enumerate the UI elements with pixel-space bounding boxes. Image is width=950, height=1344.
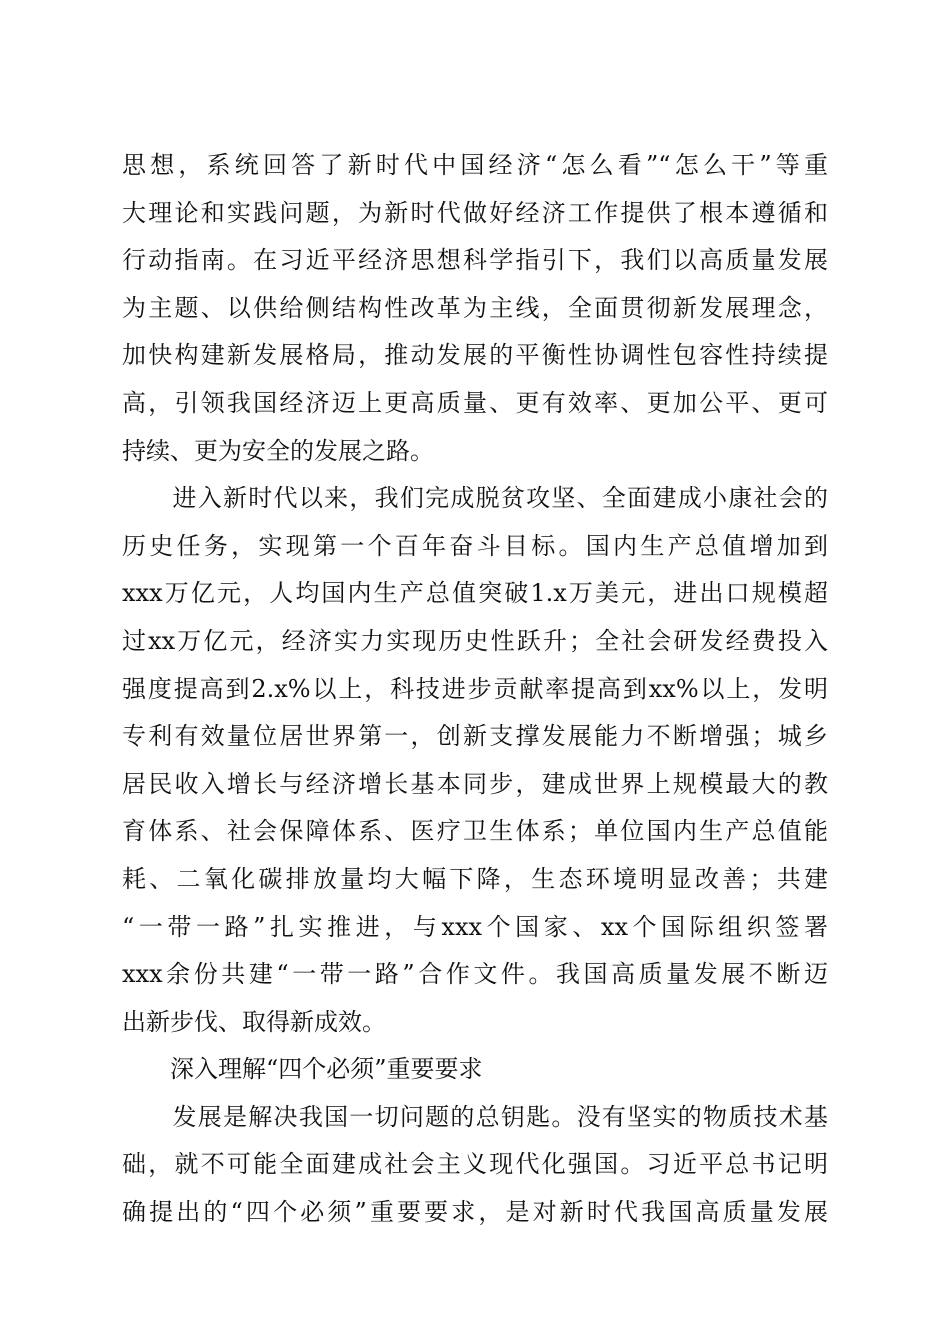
text-line: 居民收入增长与经济增长基本同步，建成世界上规模最大的教	[122, 769, 828, 798]
text-line: 加快构建新发展格局，推动发展的平衡性协调性包容性持续提	[122, 341, 828, 370]
text-line: 思想，系统回答了新时代中国经济“怎么看”“怎么干”等重	[122, 151, 828, 179]
text-line: 高，引领我国经济迈上更高质量、更有效率、更加公平、更可	[122, 388, 828, 417]
text-line: 大理论和实践问题，为新时代做好经济工作提供了根本遵循和	[122, 198, 828, 227]
text-line: 确提出的“四个必须”重要要求，是对新时代我国高质量发展	[122, 1198, 828, 1227]
text-line: “一带一路”扎实推进，与xxx个国家、xx个国际组织签署	[122, 912, 828, 941]
text-line: 为主题、以供给侧结构性改革为主线，全面贯彻新发展理念，	[122, 293, 828, 322]
text-line: xxx万亿元，人均国内生产总值突破1.x万美元，进出口规模超	[122, 579, 828, 608]
text-line: 出新步伐、取得新成效。	[122, 1007, 386, 1036]
text-line: 持续、更为安全的发展之路。	[122, 436, 434, 465]
text-line: 强度提高到2.x%以上，科技进步贡献率提高到xx%以上，发明	[122, 674, 828, 703]
text-line: 进入新时代以来，我们完成脱贫攻坚、全面建成小康社会的	[122, 484, 828, 513]
text-line: 行动指南。在习近平经济思想科学指引下，我们以高质量发展	[122, 246, 828, 275]
text-line: 础，就不可能全面建成社会主义现代化强国。习近平总书记明	[122, 1150, 828, 1179]
text-line: 过xx万亿元，经济实力实现历史性跃升；全社会研发经费投入	[122, 626, 828, 655]
section-heading: 深入理解“四个必须”重要要求	[122, 1055, 483, 1084]
text-line: xxx余份共建“一带一路”合作文件。我国高质量发展不断迈	[122, 960, 828, 989]
text-line: 发展是解决我国一切问题的总钥匙。没有坚实的物质技术基	[122, 1102, 828, 1131]
text-line: 专利有效量位居世界第一，创新支撑发展能力不断增强；城乡	[122, 722, 828, 751]
text-line: 历史任务，实现第一个百年奋斗目标。国内生产总值增加到	[122, 531, 828, 560]
document-page	[122, 142, 828, 1237]
text-line: 育体系、社会保障体系、医疗卫生体系；单位国内生产总值能	[122, 817, 828, 846]
text-line: 耗、二氧化碳排放量均大幅下降，生态环境明显改善；共建	[122, 864, 828, 893]
